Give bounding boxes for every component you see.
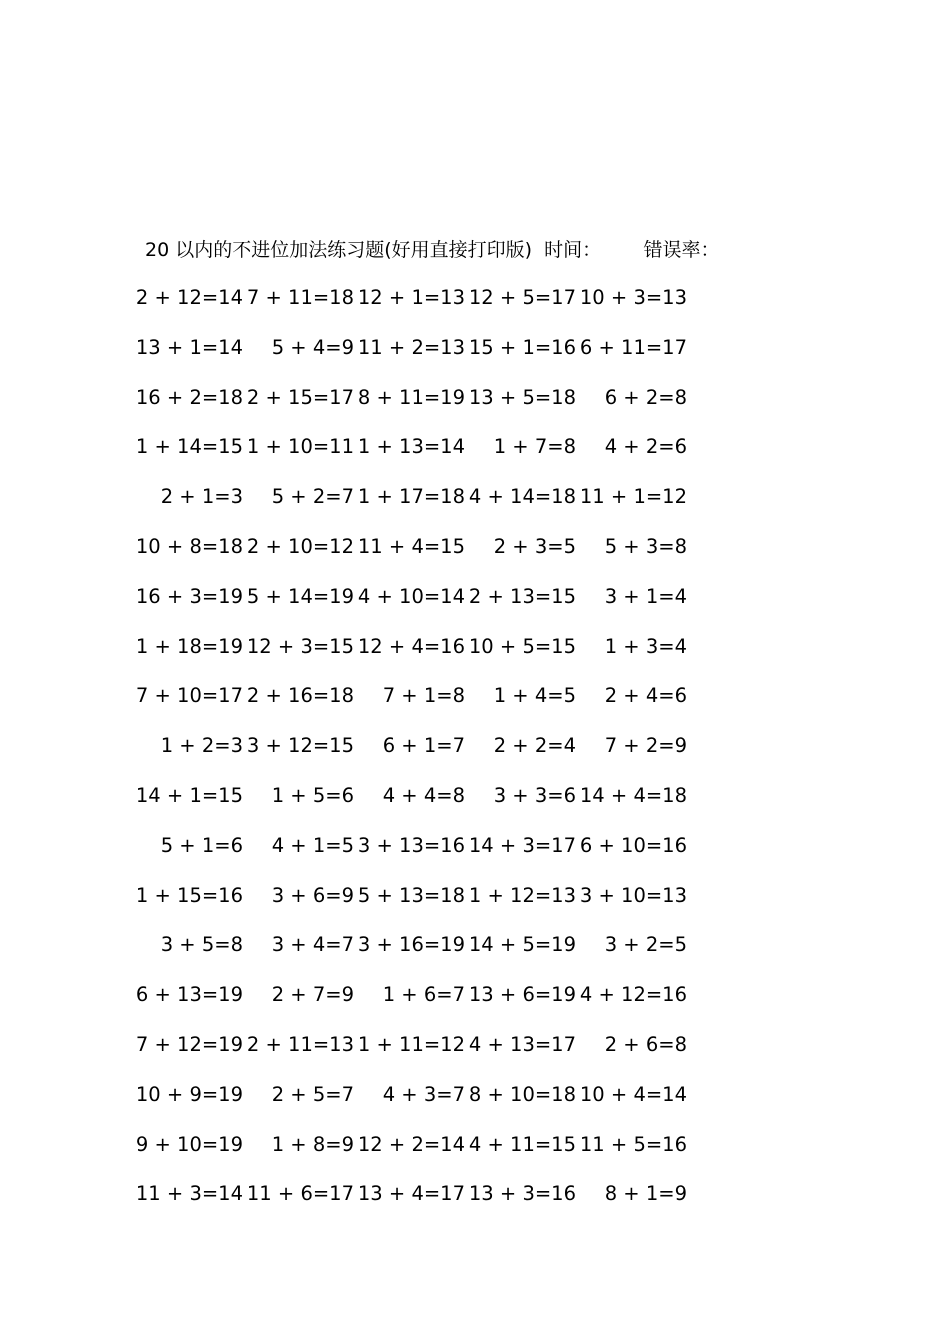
problem-item: 1 + 2=3 <box>160 734 243 758</box>
problem-item: 1 + 17=18 <box>357 485 465 509</box>
problem-item: 16 + 2=18 <box>135 385 243 409</box>
problem-item: 4 + 4=8 <box>382 783 465 807</box>
problem-item: 11 + 3=14 <box>135 1182 243 1206</box>
problem-row <box>135 682 705 732</box>
problem-item: 10 + 8=18 <box>135 534 243 558</box>
problem-item: 5 + 13=18 <box>357 883 465 907</box>
problem-item: 13 + 4=17 <box>357 1182 465 1206</box>
problem-item: 15 + 1=16 <box>468 335 576 359</box>
problem-grid <box>135 284 705 1230</box>
problem-item: 3 + 3=6 <box>493 783 576 807</box>
problem-item: 8 + 1=9 <box>604 1182 687 1206</box>
problem-item: 1 + 15=16 <box>135 883 243 907</box>
problem-item: 3 + 4=7 <box>271 933 354 957</box>
problem-item: 2 + 15=17 <box>246 385 354 409</box>
problem-item: 2 + 3=5 <box>493 534 576 558</box>
problem-item: 1 + 8=9 <box>271 1132 354 1156</box>
problem-item: 2 + 5=7 <box>271 1082 354 1106</box>
problem-item: 2 + 2=4 <box>493 734 576 758</box>
problem-item: 2 + 10=12 <box>246 534 354 558</box>
problem-item: 3 + 10=13 <box>579 883 687 907</box>
problem-item: 8 + 10=18 <box>468 1082 576 1106</box>
problem-item: 13 + 5=18 <box>468 385 576 409</box>
problem-item: 4 + 3=7 <box>382 1082 465 1106</box>
problem-item: 3 + 5=8 <box>160 933 243 957</box>
problem-item: 7 + 11=18 <box>246 286 354 309</box>
problem-item: 4 + 11=15 <box>468 1132 576 1156</box>
problem-item: 4 + 12=16 <box>579 983 687 1007</box>
problem-item: 3 + 13=16 <box>357 833 465 857</box>
problem-row <box>135 334 705 384</box>
problem-item: 11 + 6=17 <box>246 1182 354 1206</box>
problem-item: 2 + 4=6 <box>604 684 687 708</box>
problem-item: 12 + 2=14 <box>357 1132 465 1156</box>
problem-item: 12 + 4=16 <box>357 634 465 658</box>
problem-row <box>135 433 705 483</box>
problem-item: 3 + 6=9 <box>271 883 354 907</box>
problem-row <box>135 384 705 434</box>
problem-item: 11 + 4=15 <box>357 534 465 558</box>
problem-item: 5 + 14=19 <box>246 584 354 608</box>
problem-row <box>135 1081 705 1131</box>
problem-item: 1 + 6=7 <box>382 983 465 1007</box>
problem-item: 2 + 13=15 <box>468 584 576 608</box>
problem-item: 2 + 12=14 <box>135 286 243 309</box>
problem-row <box>145 832 705 882</box>
problem-item: 6 + 1=7 <box>382 734 465 758</box>
problem-item: 10 + 5=15 <box>468 634 576 658</box>
problem-row <box>135 882 705 932</box>
problem-item: 13 + 3=16 <box>468 1182 576 1206</box>
problem-item: 6 + 11=17 <box>579 335 687 359</box>
problem-item: 12 + 1=13 <box>357 286 465 309</box>
problem-item: 1 + 18=19 <box>135 634 243 658</box>
problem-item: 3 + 12=15 <box>246 734 354 758</box>
problem-row <box>135 1131 705 1181</box>
time-blank <box>601 239 643 261</box>
problem-row <box>145 483 705 533</box>
problem-item: 9 + 10=19 <box>135 1132 243 1156</box>
problem-row <box>145 931 705 981</box>
problem-row <box>135 1031 705 1081</box>
problem-item: 4 + 2=6 <box>604 435 687 459</box>
problem-item: 4 + 1=5 <box>271 833 354 857</box>
problem-item: 1 + 10=11 <box>246 435 354 459</box>
problem-item: 1 + 13=14 <box>357 435 465 459</box>
worksheet-header <box>145 236 719 264</box>
problem-item: 2 + 7=9 <box>271 983 354 1007</box>
problem-item: 16 + 3=19 <box>135 584 243 608</box>
problem-item: 1 + 3=4 <box>604 634 687 658</box>
problem-row <box>135 533 705 583</box>
problem-item: 2 + 1=3 <box>160 485 243 509</box>
problem-item: 2 + 6=8 <box>604 1032 687 1056</box>
problem-item: 14 + 4=18 <box>579 783 687 807</box>
problem-item: 11 + 5=16 <box>579 1132 687 1156</box>
problem-item: 2 + 16=18 <box>246 684 354 708</box>
problem-item: 1 + 4=5 <box>493 684 576 708</box>
problem-item: 13 + 6=19 <box>468 983 576 1007</box>
problem-item: 10 + 9=19 <box>135 1082 243 1106</box>
problem-row <box>135 981 705 1031</box>
problem-item: 7 + 10=17 <box>135 684 243 708</box>
problem-item: 2 + 11=13 <box>246 1032 354 1056</box>
problem-row <box>145 732 705 782</box>
problem-item: 13 + 1=14 <box>135 335 243 359</box>
problem-item: 1 + 14=15 <box>135 435 243 459</box>
problem-item: 5 + 3=8 <box>604 534 687 558</box>
problem-row <box>135 1180 705 1230</box>
problem-item: 7 + 2=9 <box>604 734 687 758</box>
problem-item: 5 + 1=6 <box>160 833 243 857</box>
problem-item: 3 + 1=4 <box>604 584 687 608</box>
error-rate-label: 错误率： <box>643 239 720 261</box>
problem-item: 7 + 1=8 <box>382 684 465 708</box>
problem-item: 10 + 4=14 <box>579 1082 687 1106</box>
problem-item: 8 + 11=19 <box>357 385 465 409</box>
problem-item: 11 + 2=13 <box>357 335 465 359</box>
problem-item: 5 + 2=7 <box>271 485 354 509</box>
problem-row <box>135 583 705 633</box>
problem-item: 4 + 10=14 <box>357 584 465 608</box>
problem-item: 3 + 2=5 <box>604 933 687 957</box>
problem-item: 12 + 5=17 <box>468 286 576 309</box>
problem-item: 6 + 2=8 <box>604 385 687 409</box>
problem-item: 1 + 5=6 <box>271 783 354 807</box>
problem-item: 1 + 12=13 <box>468 883 576 907</box>
problem-item: 5 + 4=9 <box>271 335 354 359</box>
title-gap <box>532 239 544 261</box>
problem-item: 12 + 3=15 <box>246 634 354 658</box>
problem-row <box>135 782 705 832</box>
problem-item: 14 + 5=19 <box>468 933 576 957</box>
problem-row <box>135 633 705 683</box>
problem-item: 14 + 3=17 <box>468 833 576 857</box>
problem-item: 3 + 16=19 <box>357 933 465 957</box>
problem-item: 7 + 12=19 <box>135 1032 243 1056</box>
worksheet-title: 20 以内的不进位加法练习题(好用直接打印版) <box>145 239 533 261</box>
problem-item: 1 + 7=8 <box>493 435 576 459</box>
problem-item: 10 + 3=13 <box>579 286 687 309</box>
problem-item: 6 + 13=19 <box>135 983 243 1007</box>
problem-row <box>135 284 705 334</box>
problem-item: 4 + 13=17 <box>468 1032 576 1056</box>
problem-item: 4 + 14=18 <box>468 485 576 509</box>
problem-item: 6 + 10=16 <box>579 833 687 857</box>
time-label: 时间： <box>544 239 602 261</box>
problem-item: 11 + 1=12 <box>579 485 687 509</box>
problem-item: 1 + 11=12 <box>357 1032 465 1056</box>
problem-item: 14 + 1=15 <box>135 783 243 807</box>
